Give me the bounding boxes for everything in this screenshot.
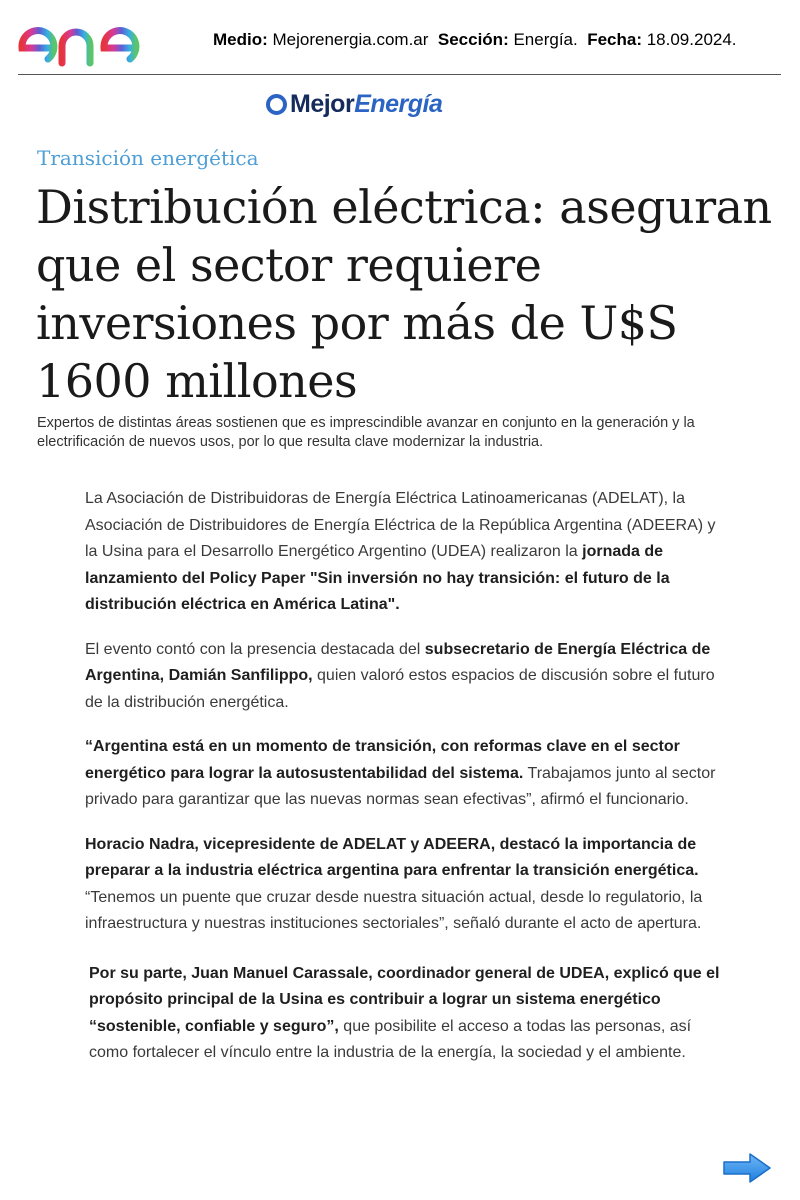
article-lead: Expertos de distintas áreas sostienen que es imprescindible avanzar en conjunto en la generación y la electrificación de nuevos usos, por lo que resulta clave modernizar la industria. (37, 415, 695, 450)
header-divider (18, 74, 781, 75)
p1-end: . (395, 596, 400, 613)
clipping-meta (213, 30, 737, 50)
paragraph-1 (85, 486, 725, 619)
p2-text: El evento contó con la presencia destacada del (85, 640, 425, 658)
p1-bold: jornada de lanzamiento del Policy Paper "Sin inversión no hay transición: el futuro de la distribución eléctrica en América Latina" (85, 543, 670, 613)
mejorenergia-logo (266, 88, 442, 120)
p5-end: que posibilite el acceso a todas las personas, así como fortalecer el vínculo entre la industria de la energía, la sociedad y el ambiente. (89, 1017, 692, 1061)
medio-value: Mejorenergia.com.ar (272, 30, 429, 49)
p3-end: Trabajamos junto al sector privado para garantizar que las nuevas normas sean efectivas”, afirmó el funcionario. (85, 764, 716, 808)
brand-energia: Energía (354, 89, 443, 118)
enel-logo (14, 6, 180, 70)
p4-end: “Tenemos un puente que cruzar desde nuestra situación actual, desde lo regulatorio, la infraestructura y nuestras instituciones sectoriales”, señaló durante el acto de apertura. (85, 888, 703, 932)
seccion-value: Energía. (513, 30, 578, 49)
fecha-label: Fecha: (587, 30, 642, 49)
p2-end: quien valoró estos espacios de discusión sobre el futuro de la distribución energética. (85, 667, 715, 711)
fecha-value: 18.09.2024. (646, 30, 737, 49)
p4-bold: Horacio Nadra, vicepresidente de ADELAT y ADEERA, destacó la importancia de preparar a la industria eléctrica argentina para enfrentar la transición energética. (85, 835, 699, 879)
p1-text: La Asociación de Distribuidoras de Energía Eléctrica Latinoamericanas (ADELAT), la Asociación de Distribuidores de Energía Eléctrica de la República Argentina (ADEERA) y la Usina para el Desarrollo Energético Argentino (UDEA) realizaron la (85, 490, 716, 560)
paragraph-5 (89, 961, 725, 1067)
p2-bold: subsecretario de Energía Eléctrica de Argentina, Damián Sanfilippo, (85, 640, 711, 684)
p3-bold: “Argentina está en un momento de transición, con reformas clave en el sector energético para lograr la autosustentabilidad del sistema. (85, 738, 680, 782)
arrow-right-icon[interactable] (722, 1152, 772, 1184)
seccion-label: Sección: (437, 30, 509, 49)
medio-label: Medio: (213, 30, 268, 49)
article-title: Distribución eléctrica: aseguran que el sector requiere inversiones por más de U$S 1600 millones (36, 180, 772, 408)
brand-mejor: Mejor (290, 89, 355, 118)
article-kicker: Transición energética (37, 146, 259, 170)
circle-icon (266, 94, 287, 115)
article-body (85, 486, 725, 1085)
p5-bold: Por su parte, Juan Manuel Carassale, coordinador general de UDEA, explicó que el propósito principal de la Usina es contribuir a lograr un sistema energético “sostenible, confiable y seguro”, (89, 964, 720, 1035)
paragraph-4 (85, 832, 725, 938)
paragraph-2 (85, 637, 725, 717)
clipping-header (0, 0, 800, 76)
paragraph-3 (85, 734, 725, 814)
